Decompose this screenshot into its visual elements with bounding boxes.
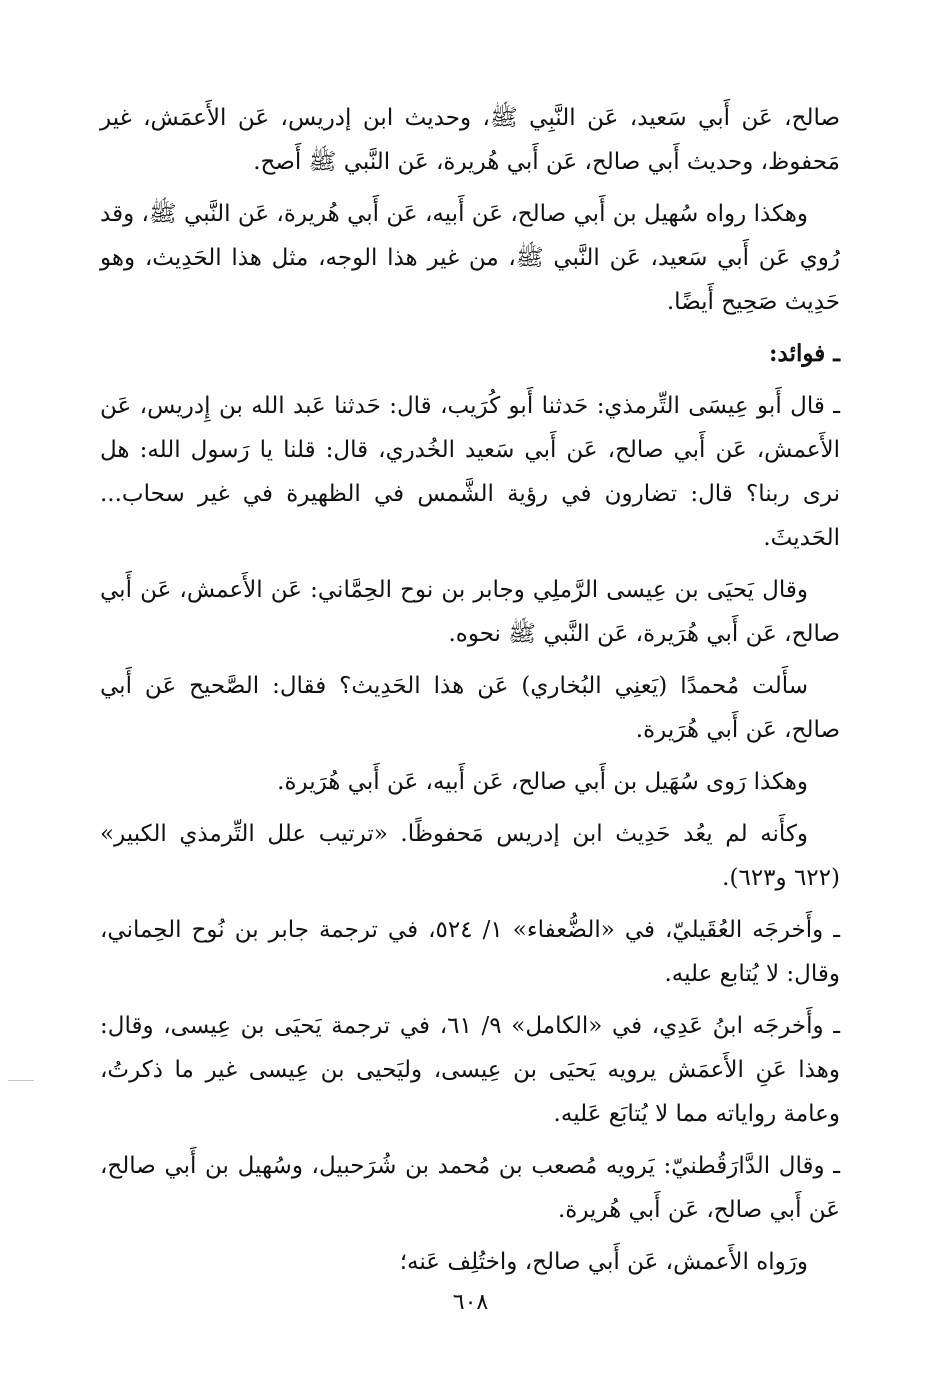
paragraph-1: صالح، عَن أَبي سَعيد، عَن النَّبِي ﷺ، وحديث ابن إدريس، عَن الأَعمَش، غير مَحفوظ، وحديث أَبي صالح، عَن أَبي هُريرة، عَن النَّبي ﷺ أَصح.: [100, 105, 840, 175]
paragraph-12: ورَواه الأَعمش، عَن أَبي صالح، واختُلِف عَنه؛: [399, 1249, 808, 1275]
paragraph-4: ـ قال أَبو عِيسَى التِّرمذي: حَدثنا أَبو كُرَيب، قال: حَدثنا عَبد الله بن إِدريس، عَن الأَعمش، عَن أَبي صالح، عَن أَبي سَعيد الخُدري، قال: قلنا يا رَسول الله: هل نرى ربنا؟ قال: تضارون في رؤية الشَّمس في الظهيرة في غير سحاب... الحَديثَ.: [100, 393, 840, 551]
section-heading-fawaid: ـ فوائد:: [769, 340, 840, 367]
margin-mark: [8, 1080, 34, 1081]
paragraph-6: سأَلت مُحمدًا (يَعنِي البُخاري) عَن هذا الحَدِيث؟ فقال: الصَّحيح عَن أَبي صالح، عَن أَبي هُرَيرة.: [100, 673, 840, 743]
book-page: [100, 96, 840, 1336]
paragraph-11: ـ وقال الدَّارَقُطنيّ: يَرويه مُصعب بن مُحمد بن شُرَحبيل، وسُهيل بن أَبي صالح، عَن أَبي صالح، عَن أَبي هُريرة.: [100, 1153, 840, 1223]
paragraph-7: وهكذا رَوى سُهَيل بن أَبي صالح، عَن أَبيه، عَن أَبي هُرَيرة.: [277, 769, 808, 795]
paragraph-5: وقال يَحيَى بن عِيسى الرَّملِي وجابر بن نوح الحِمَّاني: عَن الأَعمش، عَن أَبي صالح، عَن أَبي هُرَيرة، عَن النَّبي ﷺ نحوه.: [100, 577, 840, 647]
paragraph-9: ـ وأَخرجَه العُقَيليّ، في «الضُّعفاء» ١/ ٥٢٤، في ترجمة جابر بن نُوح الحِماني، وقال: لا يُتابع عليه.: [100, 917, 841, 987]
paragraph-2: وهكذا رواه سُهيل بن أَبي صالح، عَن أَبيه، عَن أَبي هُريرة، عَن النَّبي ﷺ، وقد رُوي عَن أَبي سَعيد، عَن النَّبي ﷺ، من غير هذا الوجه، مثل هذا الحَدِيث، وهو حَدِيث صَحِيح أَيضًا.: [100, 201, 840, 315]
page-number: ٦٠٨: [452, 1290, 489, 1315]
paragraph-8: وكأَنه لم يعُد حَدِيث ابن إدريس مَحفوظًا. «ترتيب علل التِّرمذي الكبير» (٦٢٢ و٦٢٣).: [100, 821, 840, 891]
paragraph-10: ـ وأَخرجَه ابنُ عَدِي، في «الكامل» ٩/ ٦١، في ترجمة يَحيَى بن عِيسى، وقال: وهذا عَنِ الأَعمَش يرويه يَحيَى بن عِيسى، وليَحيى بن عِيسى غير ما ذكرتُ، وعامة رواياته مما لا يُتابَع عَليه.: [100, 1013, 840, 1127]
